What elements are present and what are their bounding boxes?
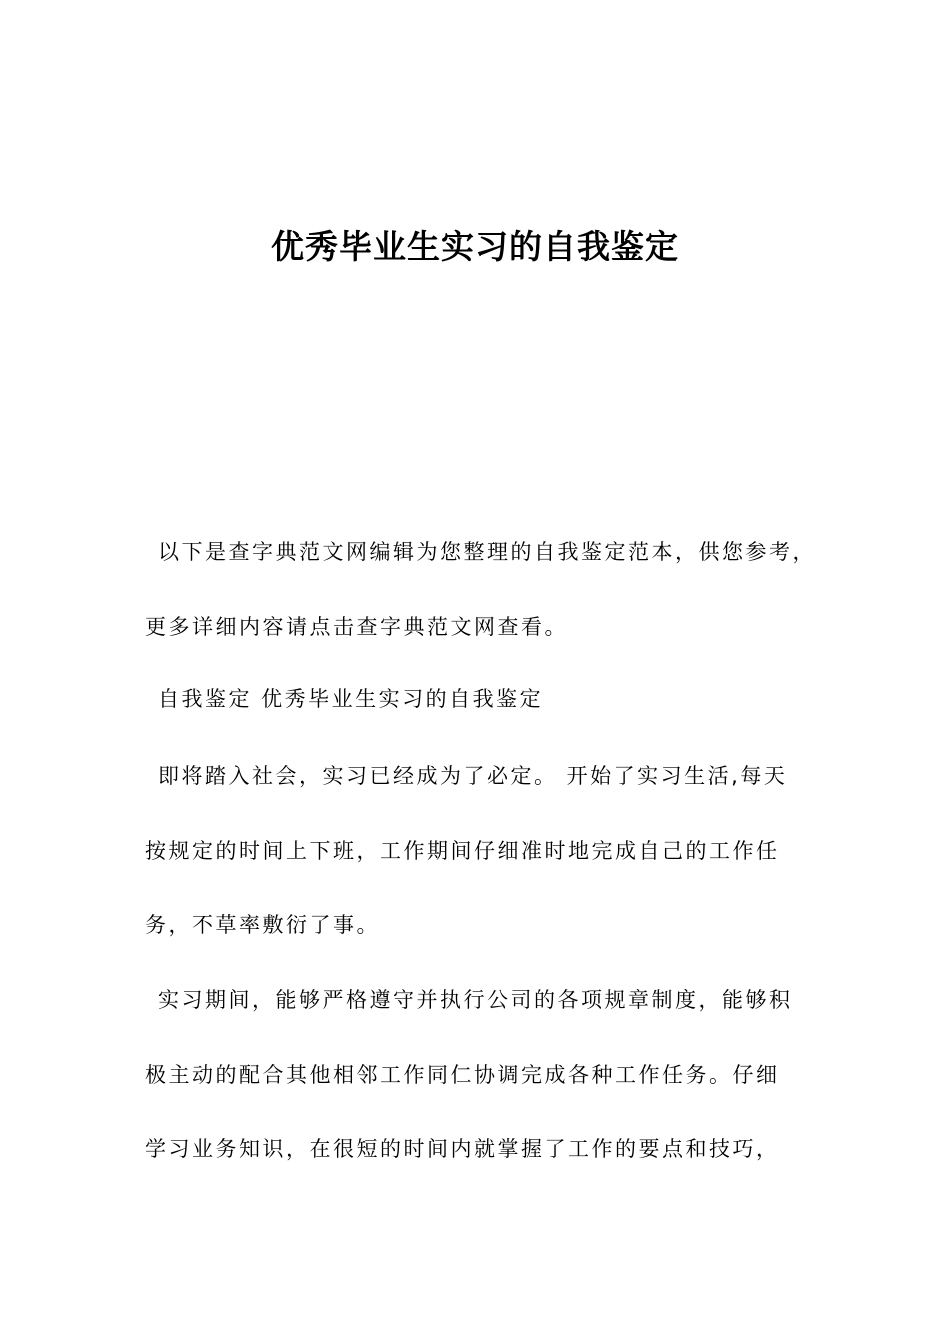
- document-title: 优秀毕业生实习的自我鉴定: [271, 227, 679, 266]
- text-line-6: 务，不草率敷衍了事。: [145, 913, 380, 937]
- text-line-8: 极主动的配合其他相邻工作同仁协调完成各种工作任务。仔细: [145, 1063, 780, 1087]
- text-line-4: 即将踏入社会，实习已经成为了必定。 开始了实习生活,每天: [158, 764, 788, 788]
- text-line-3: 自我鉴定 优秀毕业生实习的自我鉴定: [158, 687, 544, 711]
- text-line-7: 实习期间，能够严格遵守并执行公司的各项规章制度，能够积: [158, 988, 793, 1012]
- text-line-9: 学习业务知识，在很短的时间内就掌握了工作的要点和技巧，: [145, 1137, 780, 1161]
- text-line-1: 以下是查字典范文网编辑为您整理的自我鉴定范本，供您参考，: [158, 540, 816, 564]
- text-line-5: 按规定的时间上下班，工作期间仔细准时地完成自己的工作任: [145, 839, 780, 863]
- text-line-2: 更多详细内容请点击查字典范文网查看。: [145, 615, 568, 639]
